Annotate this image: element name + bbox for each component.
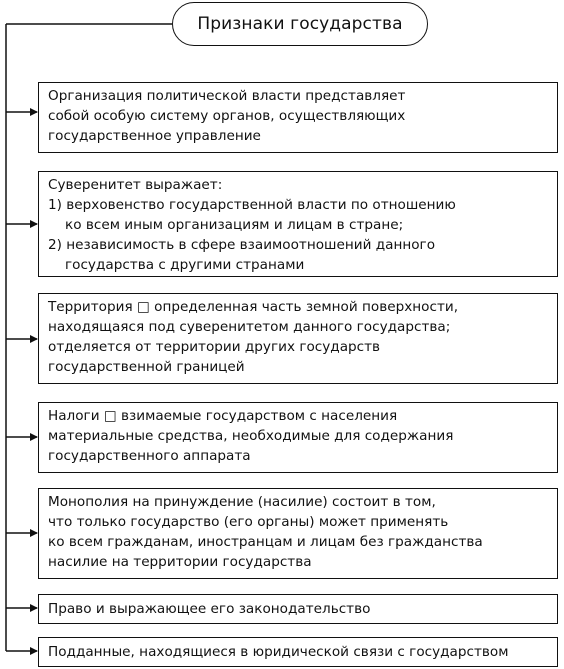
feature-text-line: насилие на территории государства [48,554,312,570]
feature-text-line: что только государство (его органы) может применять [48,514,449,530]
feature-text-line: Подданные, находящиеся в юридической связи с государством [48,644,509,660]
feature-text-line: собой особую систему органов, осуществляющих [48,108,406,124]
feature-text-line: ко всем иным организациям и лицам в стране; [65,217,404,233]
feature-box-law [38,594,558,624]
feature-text-line: Право и выражающее его законодательство [48,601,371,617]
feature-text-line: государства с другими странами [65,257,305,273]
feature-box-territory [38,293,558,384]
diagram-title: Признаки государства [172,2,428,46]
feature-text-line: государственной границей [48,359,245,375]
feature-text-line: находящаяся под суверенитетом данного государства; [48,319,451,335]
feature-box-political-power [38,82,558,153]
feature-text-line: Организация политической власти представляет [48,88,406,104]
feature-box-sovereignty [38,171,558,277]
feature-box-taxes [38,402,558,473]
feature-text-line: 1) верховенство государственной власти по отношению [48,197,456,213]
feature-text-line: 2) независимость в сфере взаимоотношений данного [48,237,436,253]
feature-text-line: Территория □ определенная часть земной поверхности, [48,299,459,315]
feature-text-line: государственное управление [48,128,261,144]
feature-text-line: отделяется от территории других государств [48,339,381,355]
feature-text-line: Монополия на принуждение (насилие) состоит в том, [48,494,436,510]
feature-text-line: Суверенитет выражает: [48,177,223,193]
feature-text-line: Налоги □ взимаемые государством с населения [48,408,398,424]
feature-text-line: материальные средства, необходимые для содержания [48,428,454,444]
feature-text-line: ко всем гражданам, иностранцам и лицам без гражданства [48,534,483,550]
feature-box-coercion-monopoly [38,488,558,579]
feature-box-subjects [38,637,558,667]
feature-text-line: государственного аппарата [48,448,251,464]
